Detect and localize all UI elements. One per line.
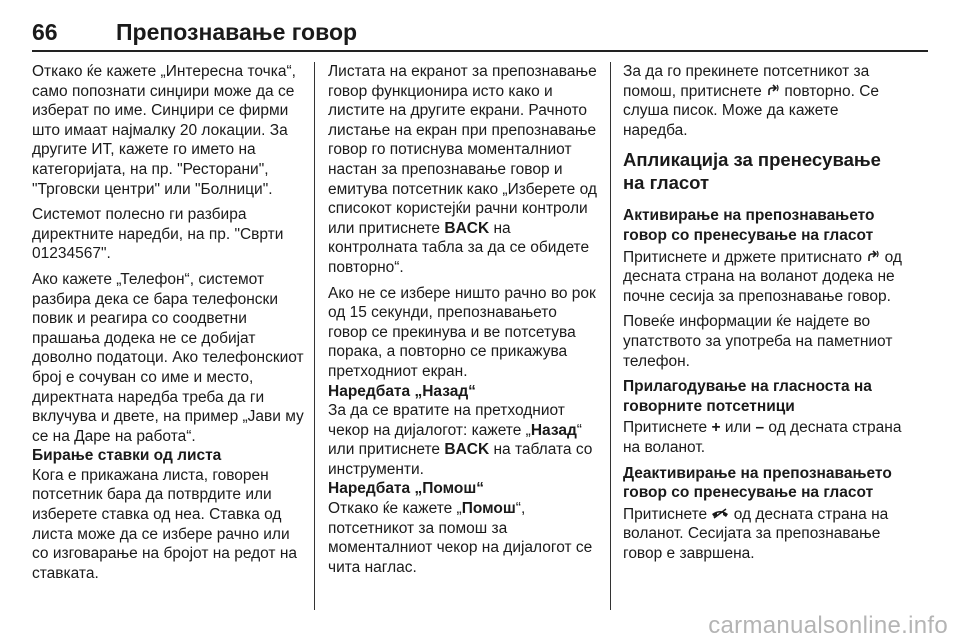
voice-icon — [866, 248, 880, 268]
column-3 — [623, 62, 903, 569]
column-divider — [610, 62, 611, 610]
plus-icon: + — [711, 419, 721, 437]
paragraph: Притиснете и држете притиснато од десната страна на воланот додека не почне сесија за препознавање говор. — [623, 248, 902, 305]
section-heading: Наредбата „Помош“ — [328, 480, 485, 498]
section-heading: Наредбата „Назад“ — [328, 382, 476, 400]
paragraph: Системот полесно ги разбира директните наредби, на пр. "Сврти 01234567". — [32, 206, 284, 263]
paragraph: Повеќе информации ќе најдете во упатството за употреба на паметниот телефон. — [623, 313, 893, 370]
column-divider — [314, 62, 315, 610]
page-number: 66 — [32, 19, 58, 45]
subsection-heading: Активирање на препознавањето говор со пренесување на гласот — [623, 207, 875, 244]
column-2 — [328, 62, 598, 583]
subsection-heading: Прилагодување на гласноста на говорните потсетници — [623, 378, 872, 415]
minus-icon: – — [755, 419, 765, 437]
paragraph: За да се вратите на претходниот чекор на дијалогот: кажете „Назад“ или притиснете BACK на таблата со инструменти. — [328, 402, 593, 478]
back-key-label: BACK — [444, 441, 490, 459]
back-key-label: BACK — [444, 219, 490, 237]
paragraph: Откако ќе кажете „Интересна точка“, само попознати синџири може да се изберат по име. Синџири се фирми што имаат најмалку 20 локации. За другите ИТ, кажете го името на категоријата, на пр. "Ресторани", "Трговски центри" или "Болници". — [32, 63, 296, 198]
voice-icon — [766, 82, 780, 102]
page-title: Препознавање говор — [116, 19, 358, 45]
paragraph: Откако ќе кажете „Помош“, потсетникот за помош за моменталниот чекор на дијалогот се чита наглас. — [328, 500, 593, 576]
paragraph: За да го прекинете потсетникот за помош, притиснете повторно. Се слуша писок. Може да кажете наредба. — [623, 63, 880, 139]
hangup-icon — [711, 505, 729, 525]
section-heading: Бирање ставки од листа — [32, 447, 222, 465]
page-header — [32, 10, 928, 52]
paragraph: Листата на екранот за препознавање говор функционира исто како и листите на другите екрани. Рачното листање на екран при препознавање говор го потиснува моменталниот настан за препознавање говор и емитува потсетник како „Изберете од списокот користејќи рачни контроли или притиснете BACK на контролната табла за да се обидете повторно“. — [328, 63, 597, 276]
paragraph: Кога е прикажана листа, говорен потсетник бара да потврдите или изберете ставка од неа. Ставка од листа може да се избере рачно или со изговарање на бројот на редот на ставката. — [32, 466, 298, 582]
paragraph: Притиснете од десната страна на воланот. Сесијата за препознавање говор е завршена. — [623, 505, 889, 562]
paragraph: Притиснете + или – од десната страна на воланот. — [623, 419, 902, 456]
paragraph: Ако кажете „Телефон“, системот разбира дека се бара телефонски повик и реагира со соодветни прашања додека не се добијат доволно податоци. Ако телефонскиот број е сочуван со име и место, директната наредба треба да ги вклучува и двете, на пример „Јави му се на Даре на работа“. — [32, 270, 304, 445]
watermark: carmanualsonline.info — [708, 612, 948, 639]
paragraph: Ако не се избере ништо рачно во рок од 15 секунди, препознавањето говор се прекинува и ве потсетува порака, а повторно се прикажува претходниот екран. — [328, 284, 596, 380]
subsection-heading: Деактивирање на препознавањето говор со пренесување на гласот — [623, 464, 892, 502]
column-1 — [32, 62, 310, 589]
section-heading: Апликација за пренесување на гласот — [623, 149, 881, 194]
